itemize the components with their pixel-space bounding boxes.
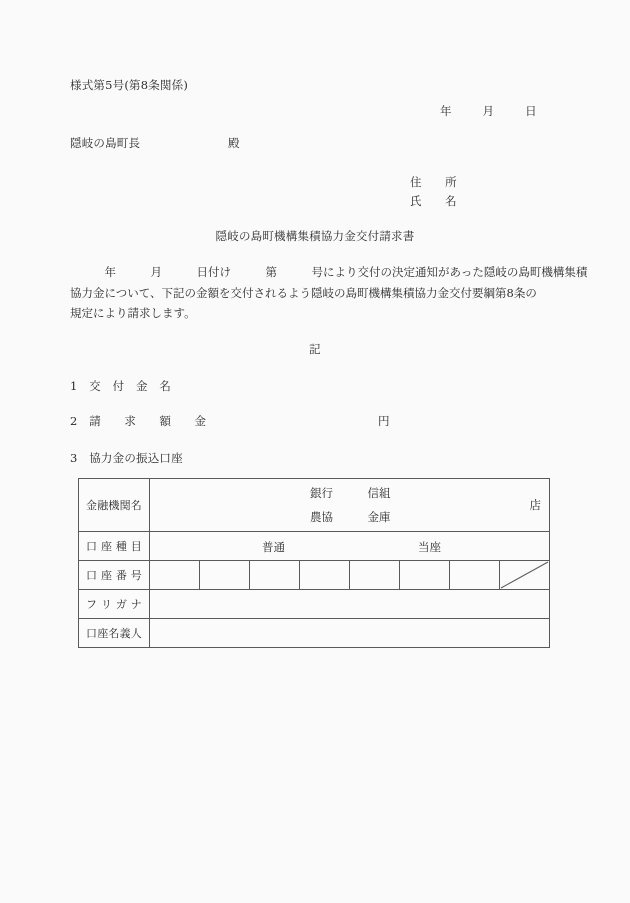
row-label-institution: 金融機関名 — [79, 479, 150, 532]
addressee: 隠岐の島町長 — [70, 136, 141, 150]
page-title: 隠岐の島町機構集積協力金交付請求書 — [215, 229, 415, 243]
account-number-digit-6[interactable] — [400, 561, 450, 590]
account-number-digit-8-struck — [500, 561, 550, 590]
form-code: 様式第5号(第8条関係) — [70, 78, 189, 92]
account-kind-option-current[interactable]: 当座 — [418, 540, 441, 554]
table-row-account-holder — [79, 619, 550, 648]
item-claim-amount-unit: 円 — [378, 414, 390, 428]
account-number-digit-3[interactable] — [250, 561, 300, 590]
item-grant-name: 1 交 付 金 名 — [70, 379, 172, 393]
table-row-account-number — [79, 561, 550, 590]
table-row-account-kind — [79, 532, 550, 561]
furigana-value-cell[interactable] — [150, 590, 550, 619]
addressee-honorific: 殿 — [228, 136, 240, 150]
account-kind-value-cell[interactable] — [150, 532, 550, 561]
date-line: 年 月 日 — [440, 104, 537, 118]
institution-value-cell[interactable] — [150, 479, 550, 532]
account-number-digit-5[interactable] — [350, 561, 400, 590]
table-row-furigana — [79, 590, 550, 619]
body-paragraph — [70, 262, 588, 324]
diagonal-strike-icon — [500, 561, 549, 589]
account-holder-value-cell[interactable] — [150, 619, 550, 648]
row-label-account-kind: 口 座 種 目 — [79, 532, 150, 561]
item-claim-amount: 2 請 求 額 金 — [70, 414, 207, 428]
body-line-2: 協力金について、下記の金額を交付されるよう隠岐の島町機構集積協力金交付要綱第8条の — [70, 285, 537, 300]
ki-marker: 記 — [309, 342, 321, 356]
account-number-digit-1[interactable] — [150, 561, 200, 590]
body-line-1: 年 月 日付け 第 号により交付の決定通知があった隠岐の島町機構集積 — [70, 265, 588, 279]
address-label: 住 所 — [410, 175, 457, 189]
item-transfer-account: 3 協力金の振込口座 — [70, 451, 183, 465]
account-number-digit-7[interactable] — [450, 561, 500, 590]
institution-kind-line-2: 農協 金庫 — [310, 510, 391, 524]
bank-account-table — [78, 478, 550, 648]
branch-suffix: 店 — [529, 498, 541, 512]
table-row-institution — [79, 479, 550, 532]
account-number-digit-2[interactable] — [200, 561, 250, 590]
row-label-account-number: 口 座 番 号 — [79, 561, 150, 590]
name-label: 氏 名 — [410, 194, 457, 208]
account-kind-option-ordinary[interactable]: 普通 — [262, 540, 285, 554]
row-label-account-holder: 口座名義人 — [79, 619, 150, 648]
account-number-digit-4[interactable] — [300, 561, 350, 590]
row-label-furigana: フ リ ガ ナ — [79, 590, 150, 619]
body-line-3: 規定により請求します。 — [70, 306, 196, 320]
institution-kind-line-1: 銀行 信組 — [310, 486, 391, 500]
